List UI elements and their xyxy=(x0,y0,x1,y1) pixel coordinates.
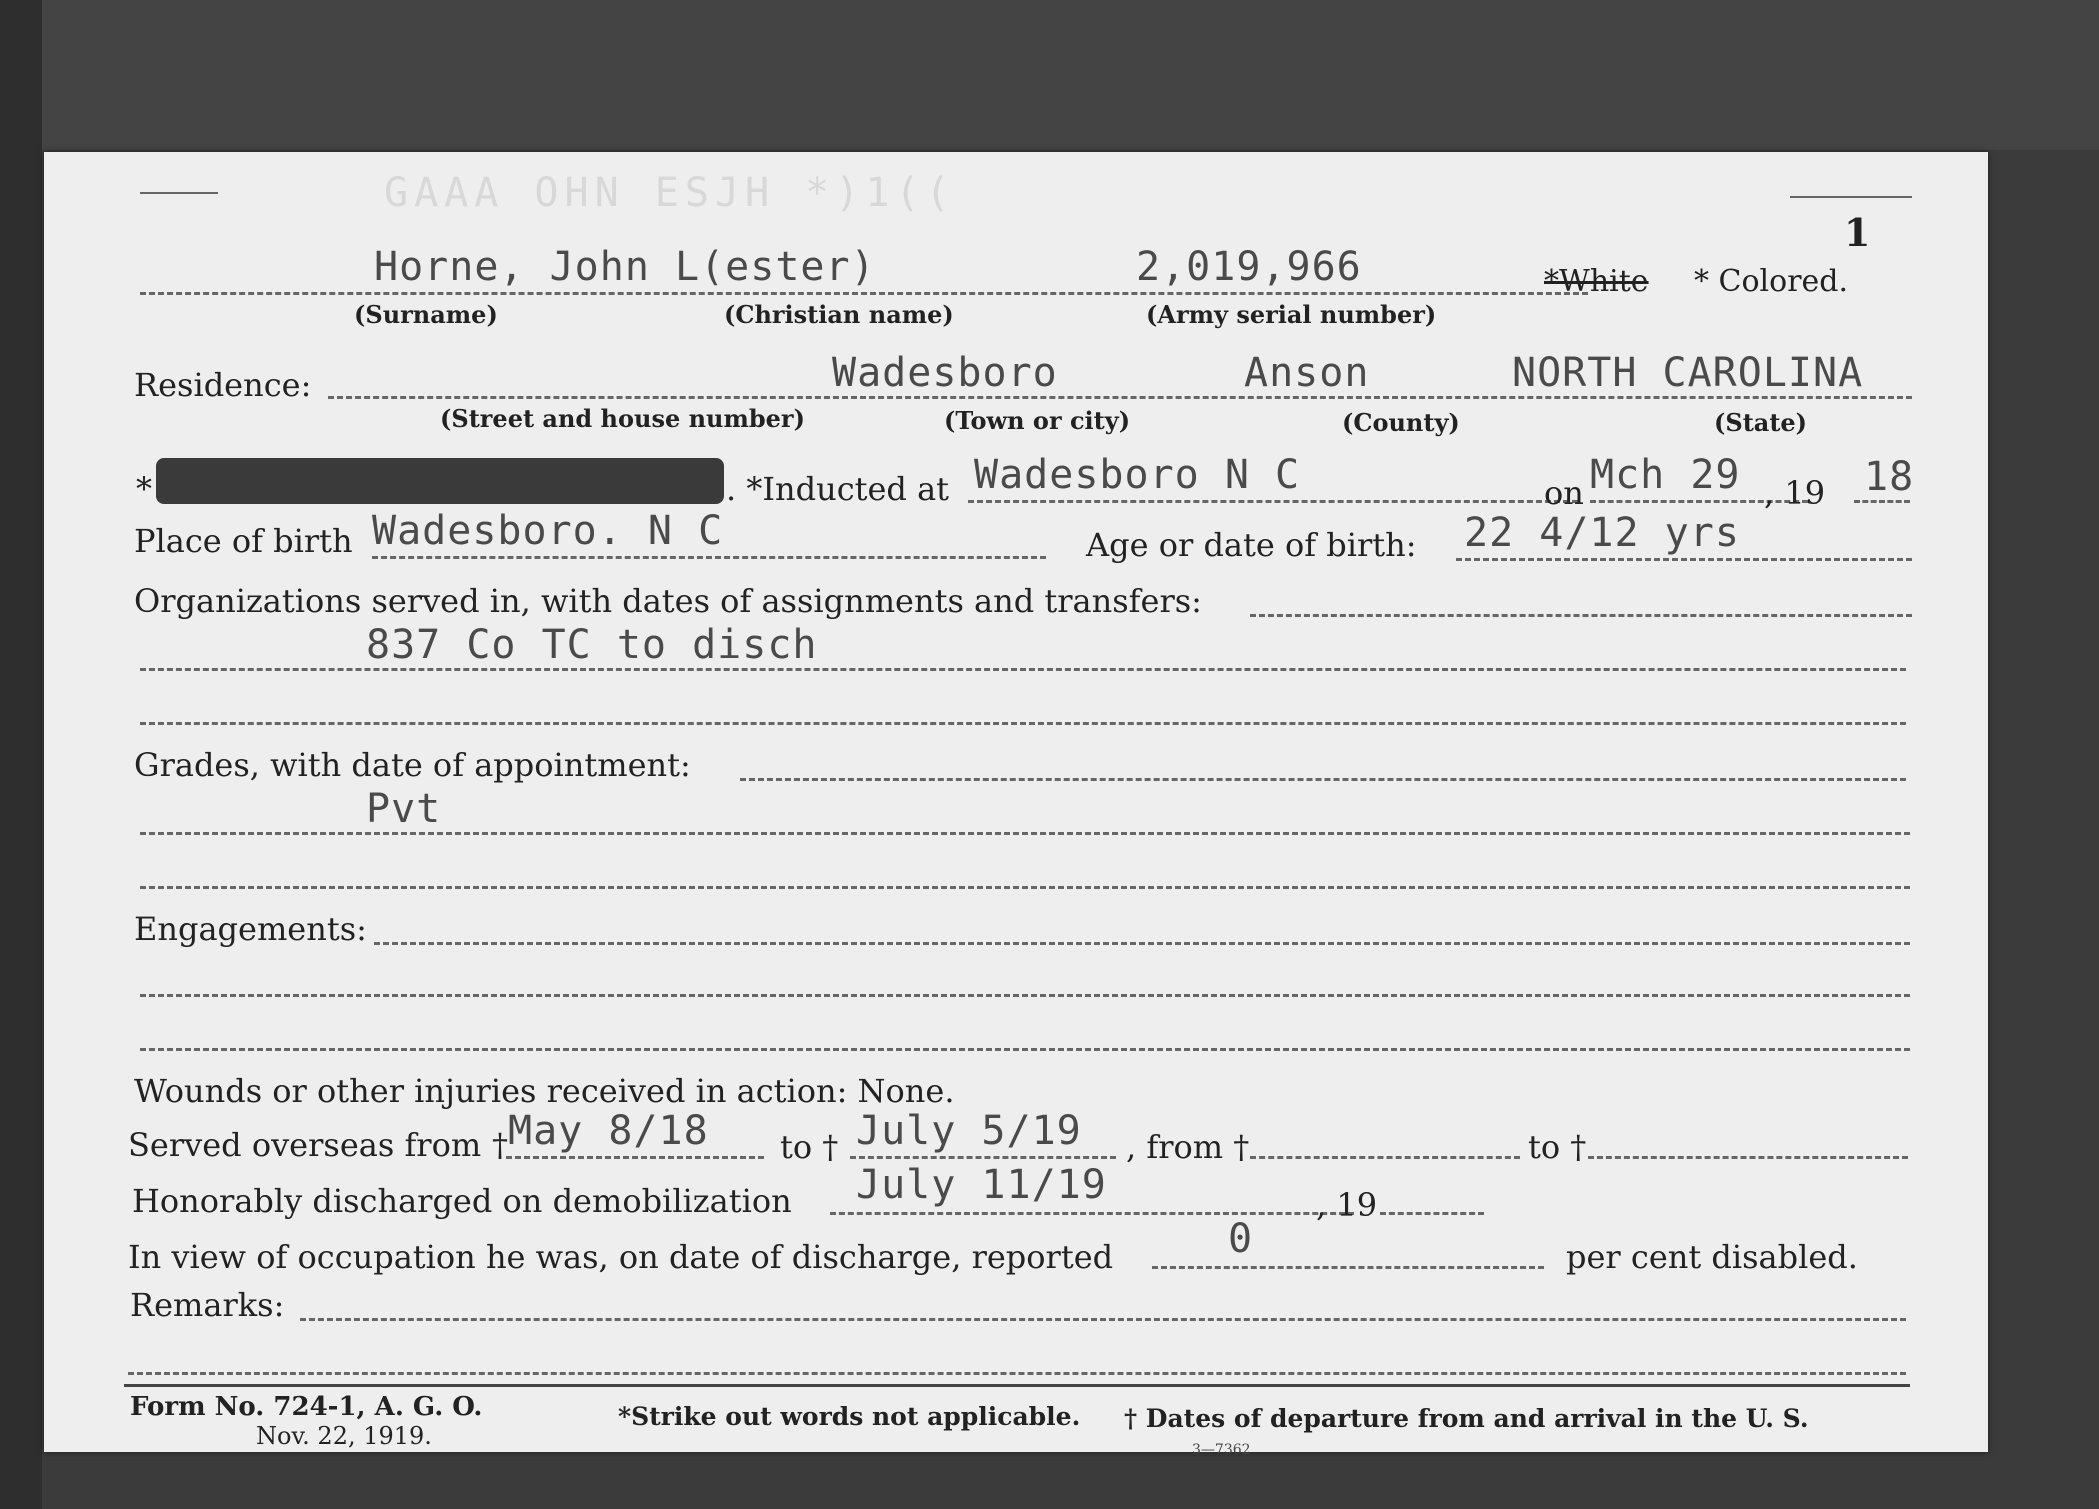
overseas-to-label-2: to † xyxy=(1528,1128,1587,1166)
grades-line-3 xyxy=(140,886,1910,889)
ghost-header-text: GAAA OHN ESJH *)1(( xyxy=(384,170,956,216)
wounds-label: Wounds or other injuries received in action: None. xyxy=(134,1072,955,1110)
scan-background-left xyxy=(0,0,42,1509)
service-record-card xyxy=(44,152,1988,1458)
engagements-line-1 xyxy=(374,942,1910,945)
remarks-line-1 xyxy=(300,1318,1906,1321)
grades-label: Grades, with date of appointment: xyxy=(134,746,691,784)
year-prefix: , 19 xyxy=(1764,474,1826,512)
discharge-year-label: , 19 xyxy=(1316,1186,1378,1224)
redaction-mark xyxy=(156,458,724,504)
overseas-dagger: † xyxy=(492,1126,508,1164)
town-caption: (Town or city) xyxy=(944,406,1131,435)
disability-suffix: per cent disabled. xyxy=(1566,1238,1858,1276)
disability-label: In view of occupation he was, on date of discharge, reported xyxy=(128,1238,1114,1276)
residence-county: Anson xyxy=(1244,350,1370,396)
discharge-year-line xyxy=(1380,1212,1484,1215)
age-value: 22 4/12 yrs xyxy=(1464,510,1740,556)
county-caption: (County) xyxy=(1342,408,1460,437)
top-right-rule xyxy=(1790,196,1912,198)
induction-year: 18 xyxy=(1864,454,1915,500)
grades-line-2 xyxy=(140,832,1910,835)
name-value: Horne, John L(ester) xyxy=(374,244,876,290)
form-date: Nov. 22, 1919. xyxy=(256,1422,432,1450)
dates-note: † Dates of departure from and arrival in the U. S. xyxy=(1124,1404,1809,1433)
induction-date: Mch 29 xyxy=(1590,452,1741,498)
inducted-line xyxy=(968,500,1578,503)
remarks-label: Remarks: xyxy=(130,1286,285,1324)
on-label: on xyxy=(1544,474,1584,512)
serial-value: 2,019,966 xyxy=(1136,244,1362,290)
discharge-date-line xyxy=(830,1212,1354,1215)
organizations-line-1 xyxy=(1250,614,1912,617)
residence-state: NORTH CAROLINA xyxy=(1512,350,1864,396)
organizations-label: Organizations served in, with dates of assignments and transfers: xyxy=(134,582,1202,620)
place-of-birth-line xyxy=(372,556,1046,559)
inducted-place: Wadesboro N C xyxy=(974,452,1301,498)
organizations-line-3 xyxy=(140,722,1906,725)
overseas-arrival-line xyxy=(850,1156,1116,1159)
discharge-date: July 11/19 xyxy=(856,1162,1107,1208)
overseas-label: Served overseas from xyxy=(128,1126,482,1164)
inducted-label: . *Inducted at xyxy=(726,470,949,508)
state-caption: (State) xyxy=(1714,408,1808,437)
engagements-line-3 xyxy=(140,1048,1910,1051)
grades-line-1 xyxy=(740,778,1906,781)
overseas-departure-date: May 8/18 xyxy=(508,1108,709,1154)
overseas-to-label: to † xyxy=(780,1128,839,1166)
residence-town: Wadesboro xyxy=(832,350,1058,396)
overseas-departure-line-2 xyxy=(1250,1156,1520,1159)
place-of-birth-value: Wadesboro. N C xyxy=(372,508,724,554)
race-colored-label: * Colored. xyxy=(1694,264,1849,299)
enlistment-star: * xyxy=(136,470,152,508)
strike-out-note: *Strike out words not applicable. xyxy=(618,1402,1081,1431)
surname-caption: (Surname) xyxy=(354,300,498,329)
age-label: Age or date of birth: xyxy=(1086,526,1417,564)
disability-line xyxy=(1152,1266,1544,1269)
race-white: *White xyxy=(1544,264,1649,299)
age-line xyxy=(1456,558,1912,561)
overseas-arrival-line-2 xyxy=(1588,1156,1908,1159)
remarks-line-2 xyxy=(128,1372,1906,1375)
overseas-departure-line xyxy=(506,1156,764,1159)
organizations-value: 837 Co TC to disch xyxy=(366,622,818,668)
discharge-label: Honorably discharged on demobilization xyxy=(132,1182,792,1220)
street-caption: (Street and house number) xyxy=(440,404,805,433)
grades-value: Pvt xyxy=(366,786,442,832)
organizations-line-2 xyxy=(140,668,1906,671)
engagements-label: Engagements: xyxy=(134,910,367,948)
residence-label: Residence: xyxy=(134,366,312,404)
christian-name-caption: (Christian name) xyxy=(724,300,954,329)
card-number: 1 xyxy=(1844,210,1871,255)
footer-rule xyxy=(124,1384,1910,1387)
serial-caption: (Army serial number) xyxy=(1146,300,1437,329)
engagements-line-2 xyxy=(140,994,1910,997)
race-white-label xyxy=(1544,264,1649,299)
place-of-birth-label: Place of birth xyxy=(134,522,353,560)
form-number: Form No. 724-1, A. G. O. xyxy=(130,1392,483,1422)
year-line xyxy=(1854,500,1910,503)
residence-line xyxy=(328,396,1912,399)
overseas-arrival-date: July 5/19 xyxy=(856,1108,1082,1154)
name-line xyxy=(140,292,1588,295)
overseas-from-label-2: , from † xyxy=(1126,1128,1250,1166)
scan-background-top xyxy=(0,0,2099,150)
disability-value: 0 xyxy=(1228,1216,1254,1262)
top-left-rule xyxy=(140,192,218,194)
print-code: 3—7362 xyxy=(1192,1442,1251,1458)
